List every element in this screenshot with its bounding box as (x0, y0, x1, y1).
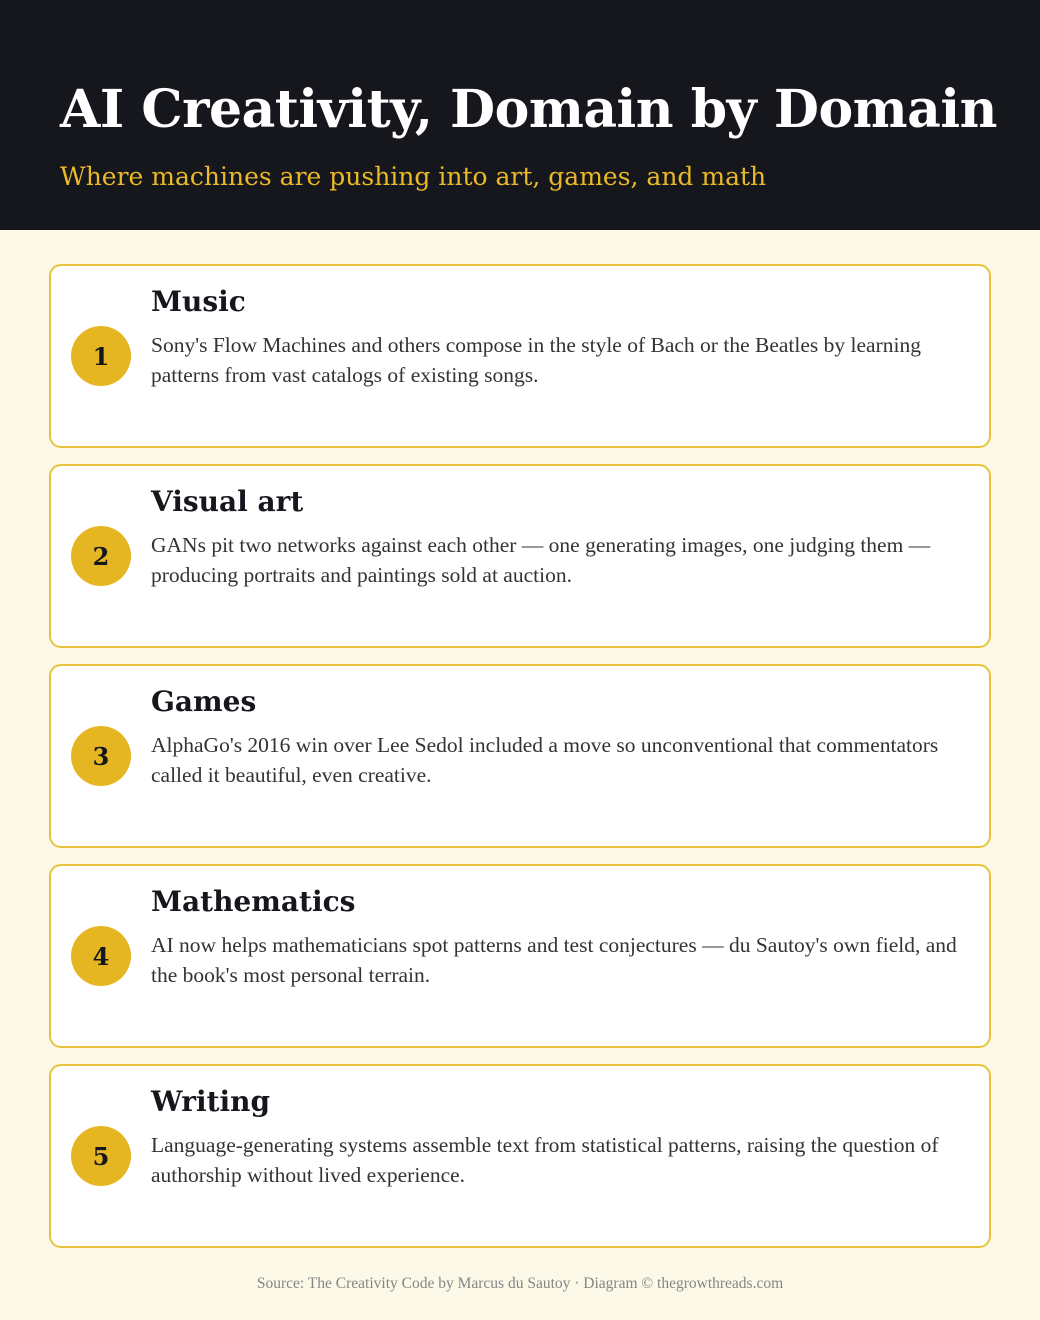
domain-title: Music (151, 285, 246, 318)
domain-card-music (49, 264, 991, 448)
domain-description: AI now helps mathematicians spot patterns and test conjectures — du Sautoy's own field, and the book's most personal terrain. (151, 933, 957, 987)
domain-description: Sony's Flow Machines and others compose in the style of Bach or the Beatles by learning patterns from vast catalogs of existing songs. (151, 333, 921, 387)
step-number-badge: 5 (71, 1126, 131, 1186)
domain-description: GANs pit two networks against each other — one generating images, one judging them — producing portraits and paintings sold at auction. (151, 533, 931, 587)
domain-title: Visual art (151, 485, 304, 518)
domain-description: AlphaGo's 2016 win over Lee Sedol included a move so unconventional that commentators called it beautiful, even creative. (151, 733, 939, 787)
domain-title: Writing (151, 1085, 271, 1118)
domain-description: Language-generating systems assemble text from statistical patterns, raising the question of authorship without lived experience. (151, 1133, 939, 1187)
domain-card-mathematics (49, 864, 991, 1048)
domain-card-writing (49, 1064, 991, 1248)
step-number-badge: 2 (71, 526, 131, 586)
step-number-badge: 1 (71, 326, 131, 386)
page-title: AI Creativity, Domain by Domain (60, 79, 997, 140)
step-number-badge: 4 (71, 926, 131, 986)
header-banner (0, 0, 1040, 230)
domain-title: Mathematics (151, 885, 356, 918)
domain-card-visual-art (49, 464, 991, 648)
domain-title: Games (151, 685, 257, 718)
domain-card-games (49, 664, 991, 848)
source-footer: Source: The Creativity Code by Marcus du Sautoy · Diagram © thegrowthreads.com (256, 1275, 784, 1292)
page-subtitle: Where machines are pushing into art, games, and math (60, 162, 767, 191)
step-number-badge: 3 (71, 726, 131, 786)
